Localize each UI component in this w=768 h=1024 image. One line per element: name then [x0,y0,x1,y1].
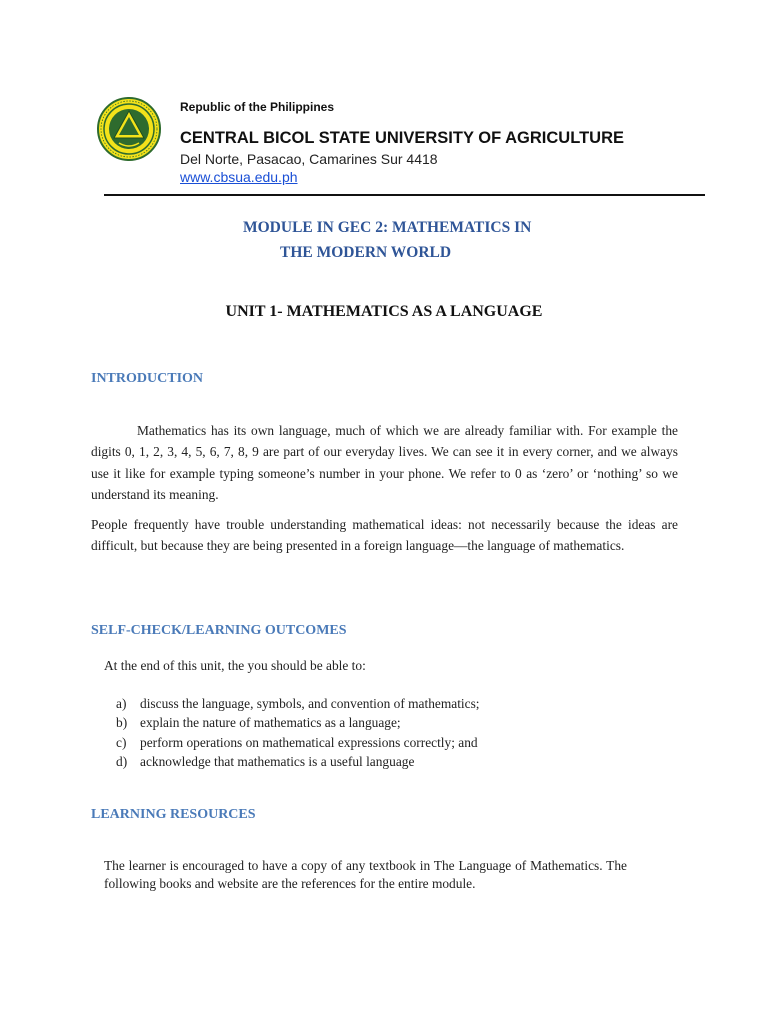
list-marker: b) [116,715,128,731]
list-marker: d) [116,753,128,769]
list-item-text: acknowledge that mathematics is a useful language [140,753,415,769]
module-title-line1: MODULE IN GEC 2: MATHEMATICS IN [243,219,532,236]
introduction-paragraph-1-text: Mathematics has its own language, much of which we are already familiar with. For example the digits 0, 1, 2, 3, 4, 5, 6, 7, 8, 9 are part of our everyday lives. We can see it in every corner, and we always use it like for example typing someone’s number in your phone. We refer to 0 as ‘zero’ or ‘nothing’ so we understand its meaning. [91,423,678,502]
list-marker: c) [116,734,127,750]
learning-resources-heading: LEARNING RESOURCES [91,807,256,822]
learning-outcomes-lead: At the end of this unit, the you should be able to: [104,658,366,673]
learning-outcomes-list [116,694,480,771]
list-marker: a) [116,696,127,711]
university-address: Del Norte, Pasacao, Camarines Sur 4418 [180,151,438,167]
unit-title: UNIT 1- MATHEMATICS AS A LANGUAGE [225,303,543,320]
header-divider [104,194,705,196]
learning-outcomes-heading: SELF-CHECK/LEARNING OUTCOMES [91,623,347,638]
university-name: CENTRAL BICOL STATE UNIVERSITY OF AGRICULTURE [180,129,624,147]
list-item [116,694,480,713]
republic-label: Republic of the Philippines [180,100,335,114]
introduction-paragraph-2: People frequently have trouble understanding mathematical ideas: not necessarily because the ideas are difficult, but because they are being presented in a foreign language—the language of mathematics. [91,517,678,554]
list-item [116,752,480,771]
university-seal-icon [97,97,161,161]
list-item-text: explain the nature of mathematics as a language; [140,715,401,731]
introduction-paragraph-1 [91,420,678,505]
list-item-text: perform operations on mathematical expressions correctly; and [140,734,478,750]
list-item [116,713,480,732]
module-title-line2: THE MODERN WORLD [280,244,452,261]
list-item [116,733,480,752]
introduction-heading: INTRODUCTION [91,371,204,386]
university-website-link[interactable]: www.cbsua.edu.ph [180,169,298,185]
learning-resources-paragraph: The learner is encouraged to have a copy of any textbook in The Language of Mathematics. The following books and website are the references for the entire module. [104,858,627,892]
list-item-text: discuss the language, symbols, and convention of mathematics; [140,696,480,711]
